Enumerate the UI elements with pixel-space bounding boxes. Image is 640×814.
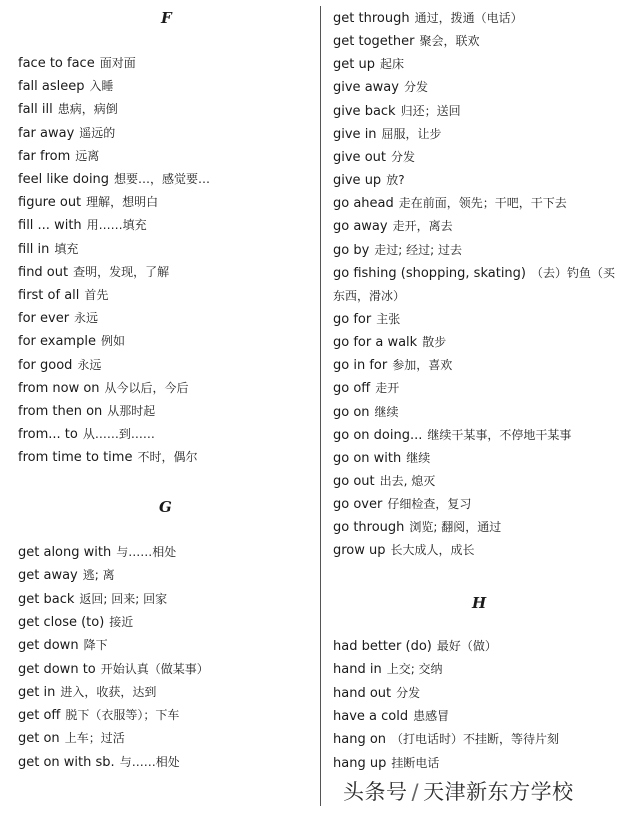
phrase-entry [333,194,567,213]
phrase-chinese: 走开，离去 [392,219,453,234]
phrase-entry [18,309,98,328]
phrase-chinese: 与……相处 [119,754,180,769]
phrase-chinese: 东西，滑冰） [333,288,406,303]
phrase-entry [18,636,108,655]
phrase-entry [18,193,158,212]
phrase-chinese: 患感冒 [413,708,450,723]
phrase-chinese: （打电话时）不挂断，等待片刻 [391,732,560,747]
phrase-chinese: 最好（做） [436,639,497,653]
phrase-english: get through [333,11,410,26]
phrase-entry [333,55,404,74]
phrase-english: go for a walk [333,335,418,351]
phrase-chinese: 继续 [406,450,431,465]
phrase-entry [333,660,443,679]
phrase-chinese: 长大成人，成长 [390,543,475,558]
phrase-entry [18,729,125,748]
phrase-entry [18,124,115,143]
phrase-entry [333,356,452,375]
phrase-english: get on with sb. [18,754,115,770]
phrase-entry [333,125,442,144]
phrase-chinese: 继续 [374,404,399,419]
phrase-english: far from [18,148,71,164]
phrase-entry [333,171,405,190]
phrase-chinese: 分发 [403,80,428,95]
phrase-english: get on [18,731,60,747]
phrase-chinese: 起床 [379,57,404,72]
phrase-english: give up [333,173,382,189]
phrase-english: go on doing... [333,427,423,443]
phrase-english: have a cold [333,708,409,724]
phrase-entry [333,426,571,445]
phrase-chinese: 患病，病倒 [57,102,118,117]
phrase-entry [18,425,155,444]
phrase-chinese: 首先 [84,288,109,302]
phrase-english: fill ... with [18,218,82,234]
phrase-entry [333,518,501,537]
phrase-entry [333,684,420,703]
phrase-chinese: 与……相处 [116,545,177,559]
phrase-entry [18,216,147,235]
phrase-chinese: 入睡 [89,79,114,94]
phrase-english: get together [333,34,415,50]
phrase-english: from time to time [18,450,133,466]
phrase-entry [333,403,399,422]
phrase-entry [333,707,449,726]
phrase-entry [333,379,399,398]
phrase-chinese: 进入，收获，达到 [60,684,157,699]
phrase-chinese: 返回; 回来; 回家 [79,591,168,606]
phrase-entry [333,102,461,121]
phrase-chinese: 不时，偶尔 [137,450,198,465]
phrase-entry [333,287,405,306]
phrase-chinese: 上车；过活 [64,731,125,746]
phrase-english: go ahead [333,196,394,212]
phrase-entry [18,263,169,282]
phrase-chinese: 走在前面，领先；干吧，干下去 [398,196,567,211]
phrase-english: go for [333,311,372,327]
phrase-english: get off [18,708,61,724]
phrase-entry [333,541,475,560]
phrase-entry [18,170,210,189]
phrase-chinese: 分发 [396,685,421,700]
phrase-chinese: 分发 [390,149,415,164]
phrase-english: figure out [18,195,82,211]
phrase-chinese: 查明，发现，了解 [73,264,170,279]
phrase-chinese: 仔细检查，复习 [387,497,472,512]
phrase-entry [18,77,114,96]
phrase-chinese: 通过，拨通（电话） [414,11,523,25]
phrase-entry [333,754,439,773]
phrase-chinese: 从那时起 [107,404,156,418]
phrase-english: fall ill [18,102,53,118]
phrase-entry [18,566,115,585]
phrase-entry [18,100,118,119]
phrase-english: get close (to) [18,614,105,630]
phrase-english: give in [333,126,377,142]
phrase-chinese: 出去, 熄灭 [379,474,436,488]
phrase-english: feel like doing [18,172,110,187]
phrase-english: for good [18,357,73,373]
phrase-chinese: 挂断电话 [391,755,440,770]
phrase-english: go fishing (shopping, skating) [333,265,526,281]
phrase-english: go by [333,242,370,258]
watermark-source: 头条号 [343,780,408,804]
phrase-chinese: 参加，喜欢 [392,358,453,373]
phrase-entry [333,310,400,329]
phrase-entry [333,333,446,352]
phrase-entry [18,356,101,375]
phrase-chinese: 脱下（衣服等）；下车 [65,708,180,723]
phrase-entry [18,590,167,609]
phrase-chinese: 浏览; 翻阅，通过 [409,520,502,535]
phrase-chinese: 放? [386,173,405,188]
phrase-english: get back [18,591,75,607]
section-heading-h: H [472,594,487,612]
phrase-chinese: 例如 [100,334,125,349]
phrase-entry [18,706,179,725]
phrase-english: go on [333,404,370,420]
phrase-chinese: 归还；送回 [400,103,461,118]
phrase-english: go out [333,474,375,489]
phrase-chinese: 开始认真（做某事） [100,661,209,676]
phrase-entry [18,286,108,305]
phrase-chinese: 逃; 离 [82,568,115,583]
phrase-english: give back [333,103,396,119]
watermark [343,776,574,806]
phrase-english: far away [18,125,75,141]
phrase-english: grow up [333,543,386,559]
phrase-chinese: 上交; 交纳 [386,662,443,677]
phrase-entry [333,495,471,514]
phrase-entry [333,264,615,283]
phrase-entry [18,147,99,166]
phrase-english: hand in [333,662,382,678]
phrase-entry [333,730,559,749]
phrase-english: get down [18,638,79,654]
phrase-entry [333,32,479,51]
phrase-english: go over [333,497,383,513]
phrase-entry [333,78,428,97]
phrase-entry [18,379,189,398]
phrase-english: from... to [18,427,78,443]
phrase-english: from then on [18,404,103,419]
phrase-chinese: 接近 [109,614,134,629]
phrase-entry [18,543,176,562]
phrase-english: hang up [333,755,387,771]
phrase-english: get away [18,568,78,584]
phrase-entry [18,613,133,632]
phrase-english: find out [18,264,69,280]
phrase-entry [18,402,155,421]
phrase-chinese: 降下 [83,638,108,653]
phrase-chinese: 永远 [74,311,99,326]
phrase-english: go in for [333,358,388,374]
phrase-chinese: 理解，想明白 [86,195,159,210]
phrase-entry [333,9,523,28]
phrase-chinese: 从……到…… [82,427,155,442]
phrase-english: go through [333,520,405,536]
phrase-english: for ever [18,311,70,327]
phrase-entry [333,217,453,236]
phrase-entry [333,148,415,167]
column-divider [320,6,321,806]
phrase-english: hand out [333,685,392,701]
phrase-english: first of all [18,288,80,303]
phrase-chinese: 继续干某事，不停地干某事 [427,427,572,442]
phrase-chinese: 主张 [376,311,401,326]
phrase-entry [333,241,462,260]
phrase-chinese: 从今以后，今后 [104,380,189,395]
phrase-chinese: 永远 [77,357,102,372]
phrase-entry [18,753,180,772]
phrase-english: had better (do) [333,639,432,654]
phrase-english: go off [333,381,371,397]
phrase-chinese: 面对面 [99,56,136,70]
phrase-english: get in [18,684,56,700]
phrase-chinese: 遥远的 [79,125,116,140]
phrase-entry [18,660,209,679]
phrase-english: go away [333,219,388,235]
phrase-chinese: 远离 [75,148,100,163]
phrase-english: for example [18,334,96,350]
phrase-entry [333,472,435,491]
phrase-english: give out [333,149,386,165]
phrase-chinese: 屈服，让步 [381,126,442,141]
phrase-entry [333,449,430,468]
watermark-school: 天津新东方学校 [423,780,574,804]
phrase-chinese: 用……填充 [86,218,147,233]
phrase-entry [333,637,497,656]
phrase-english: get down to [18,661,96,677]
phrase-english: get along with [18,545,112,560]
watermark-slash: / [411,780,420,804]
phrase-english: face to face [18,56,95,71]
phrase-chinese: 散步 [422,335,447,350]
section-heading-g: G [159,498,172,516]
phrase-chinese: 想要…，感觉要… [114,172,211,186]
phrase-english: go on with [333,450,402,466]
phrase-english: give away [333,80,399,96]
phrase-entry [18,240,78,259]
phrase-english: get up [333,57,375,73]
phrase-chinese: （去）钓鱼（买 [531,265,616,280]
phrase-entry [18,448,197,467]
phrase-english: fall asleep [18,79,85,95]
phrase-entry [18,683,156,702]
phrase-chinese: 走开 [375,381,400,396]
phrase-entry [18,332,125,351]
phrase-english: fill in [18,241,50,257]
section-heading-f: F [161,9,172,27]
phrase-chinese: 聚会，联欢 [419,34,480,49]
phrase-english: from now on [18,380,100,396]
phrase-chinese: 填充 [54,241,79,256]
phrase-english: hang on [333,732,387,748]
phrase-entry [18,54,136,73]
phrase-chinese: 走过; 经过; 过去 [374,242,463,257]
